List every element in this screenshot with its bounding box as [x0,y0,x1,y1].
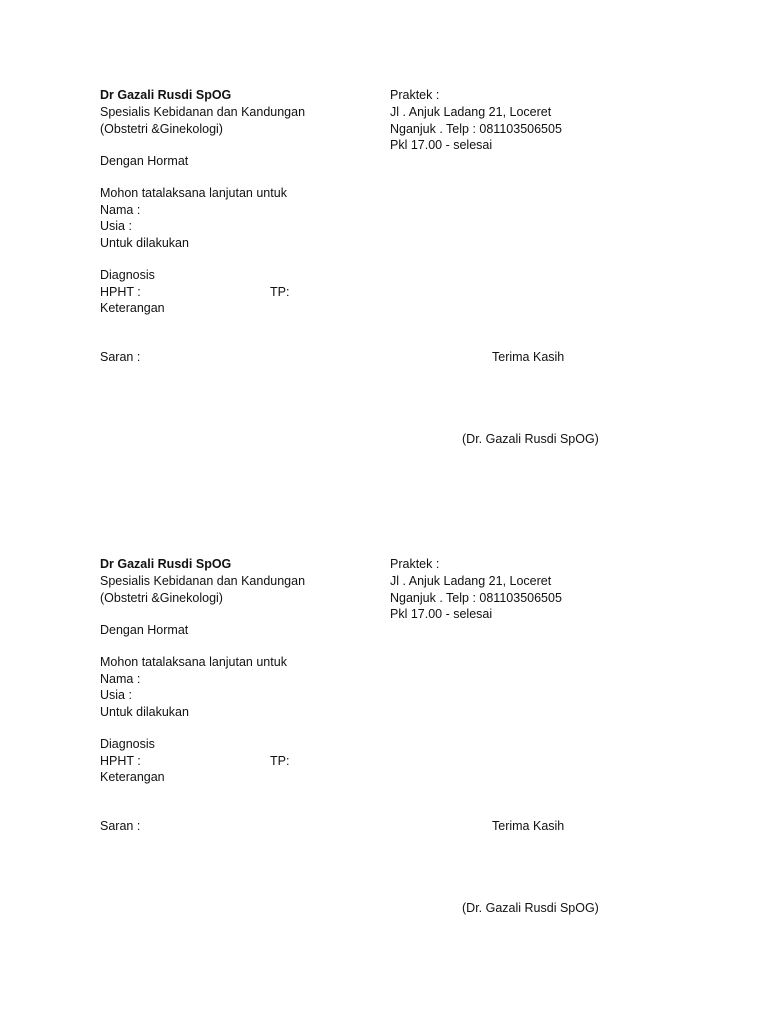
keterangan-label: Keterangan [100,301,165,315]
request-text: Mohon tatalaksana lanjutan untuk [100,655,287,669]
thanks-text: Terima Kasih [492,819,565,833]
greeting: Dengan Hormat [100,154,189,168]
thanks-text: Terima Kasih [492,350,565,364]
untuk-dilakukan-label: Untuk dilakukan [100,705,189,719]
hpht-label: HPHT : [100,285,141,299]
practice-address: Jl . Anjuk Ladang 21, Loceret [390,574,552,588]
practice-hours: Pkl 17.00 - selesai [390,607,493,621]
doctor-specialty-detail: (Obstetri &Ginekologi) [100,591,223,605]
tp-label: TP: [270,285,290,299]
saran-label: Saran : [100,819,141,833]
nama-label: Nama : [100,203,141,217]
diagnosis-label: Diagnosis [100,268,155,282]
practice-address: Jl . Anjuk Ladang 21, Loceret [390,105,552,119]
request-text: Mohon tatalaksana lanjutan untuk [100,186,287,200]
practice-city-phone: Nganjuk . Telp : 081103506505 [390,122,562,136]
hpht-label: HPHT : [100,754,141,768]
keterangan-label: Keterangan [100,770,165,784]
referral-form-2 [0,556,768,936]
doctor-specialty: Spesialis Kebidanan dan Kandungan [100,105,306,119]
saran-label: Saran : [100,350,141,364]
referral-form-1 [0,87,768,467]
tp-label: TP: [270,754,290,768]
practice-hours: Pkl 17.00 - selesai [390,138,493,152]
doctor-specialty-detail: (Obstetri &Ginekologi) [100,122,223,136]
greeting: Dengan Hormat [100,623,189,637]
doctor-name: Dr Gazali Rusdi SpOG [100,88,232,102]
usia-label: Usia : [100,219,132,233]
diagnosis-label: Diagnosis [100,737,155,751]
usia-label: Usia : [100,688,132,702]
practice-title: Praktek : [390,557,440,571]
practice-city-phone: Nganjuk . Telp : 081103506505 [390,591,562,605]
signature: (Dr. Gazali Rusdi SpOG) [462,901,599,915]
signature: (Dr. Gazali Rusdi SpOG) [462,432,599,446]
practice-title: Praktek : [390,88,440,102]
nama-label: Nama : [100,672,141,686]
doctor-specialty: Spesialis Kebidanan dan Kandungan [100,574,306,588]
untuk-dilakukan-label: Untuk dilakukan [100,236,189,250]
doctor-name: Dr Gazali Rusdi SpOG [100,557,232,571]
